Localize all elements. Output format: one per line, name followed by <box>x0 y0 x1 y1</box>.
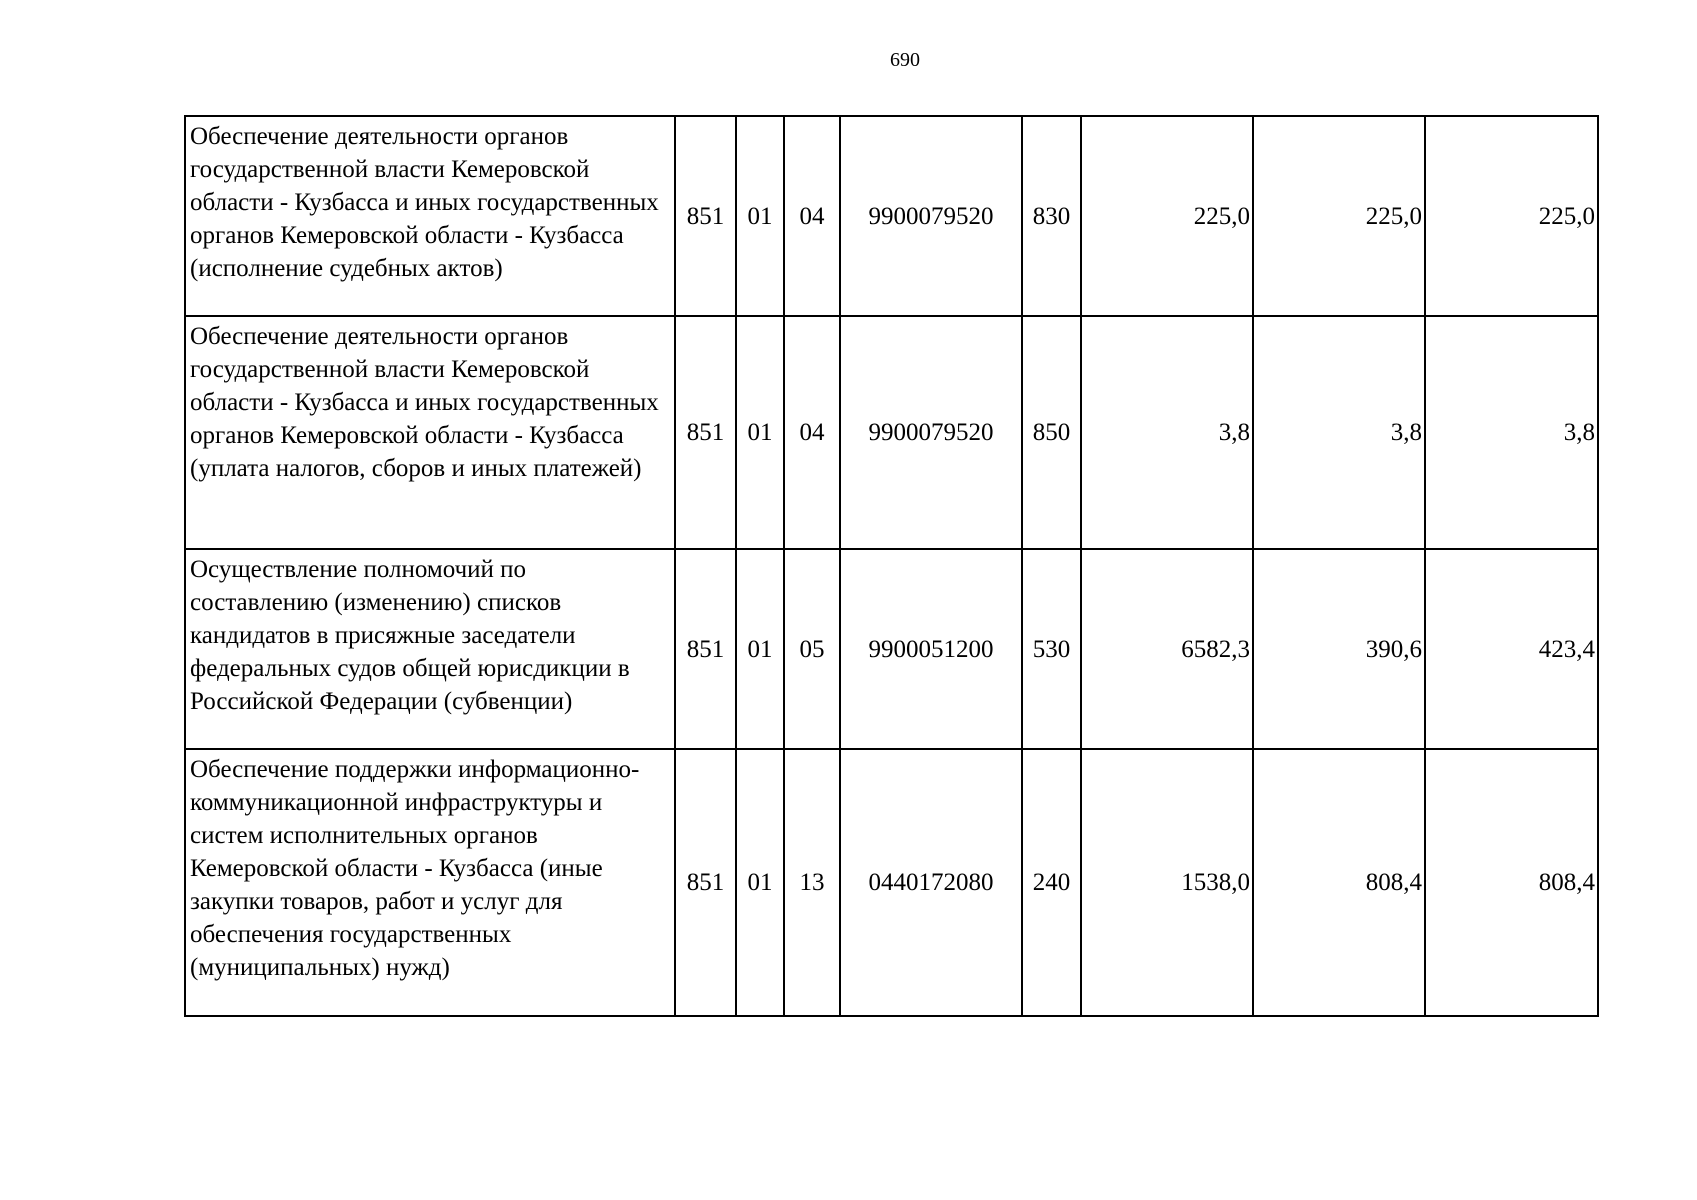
row-name-cell: Обеспечение деятельности органов государственной власти Кемеровской области - Кузбасса и иных государственных органов Кемеровской области - Кузбасса (уплата налогов, сборов и иных платежей) <box>185 316 675 549</box>
row-name-cell: Обеспечение деятельности органов государственной власти Кемеровской области - Кузбасса и иных государственных органов Кемеровской области - Кузбасса (исполнение судебных актов) <box>185 116 675 316</box>
ved-cell: 851 <box>675 749 736 1016</box>
page-number: 690 <box>890 49 920 71</box>
table-row <box>185 749 1598 1016</box>
sum-year3-cell: 225,0 <box>1425 116 1598 316</box>
row-name-cell: Осуществление полномочий по составлению (изменению) списков кандидатов в присяжные заседатели федеральных судов общей юрисдикции в Российской Федерации (субвенции) <box>185 549 675 749</box>
pr-cell: 13 <box>784 749 840 1016</box>
sum-year3-cell: 423,4 <box>1425 549 1598 749</box>
sum-year2-cell: 225,0 <box>1253 116 1425 316</box>
table-row <box>185 549 1598 749</box>
sum-year1-cell: 6582,3 <box>1081 549 1253 749</box>
budget-table <box>184 115 1599 1017</box>
vr-cell: 850 <box>1022 316 1081 549</box>
vr-cell: 240 <box>1022 749 1081 1016</box>
sum-year2-cell: 808,4 <box>1253 749 1425 1016</box>
row-name-cell: Обеспечение поддержки информационно-коммуникационной инфраструктуры и систем исполнительных органов Кемеровской области - Кузбасса (иные закупки товаров, работ и услуг для обеспечения государственных (муниципальных) нужд) <box>185 749 675 1016</box>
rz-cell: 01 <box>736 749 784 1016</box>
vr-cell: 530 <box>1022 549 1081 749</box>
csr-cell: 9900079520 <box>840 116 1022 316</box>
sum-year1-cell: 225,0 <box>1081 116 1253 316</box>
sum-year2-cell: 3,8 <box>1253 316 1425 549</box>
sum-year3-cell: 808,4 <box>1425 749 1598 1016</box>
csr-cell: 0440172080 <box>840 749 1022 1016</box>
sum-year2-cell: 390,6 <box>1253 549 1425 749</box>
rz-cell: 01 <box>736 116 784 316</box>
csr-cell: 9900079520 <box>840 316 1022 549</box>
pr-cell: 04 <box>784 116 840 316</box>
csr-cell: 9900051200 <box>840 549 1022 749</box>
table-row <box>185 316 1598 549</box>
ved-cell: 851 <box>675 116 736 316</box>
ved-cell: 851 <box>675 549 736 749</box>
sum-year1-cell: 1538,0 <box>1081 749 1253 1016</box>
vr-cell: 830 <box>1022 116 1081 316</box>
table-row <box>185 116 1598 316</box>
ved-cell: 851 <box>675 316 736 549</box>
rz-cell: 01 <box>736 316 784 549</box>
sum-year3-cell: 3,8 <box>1425 316 1598 549</box>
rz-cell: 01 <box>736 549 784 749</box>
pr-cell: 05 <box>784 549 840 749</box>
sum-year1-cell: 3,8 <box>1081 316 1253 549</box>
pr-cell: 04 <box>784 316 840 549</box>
